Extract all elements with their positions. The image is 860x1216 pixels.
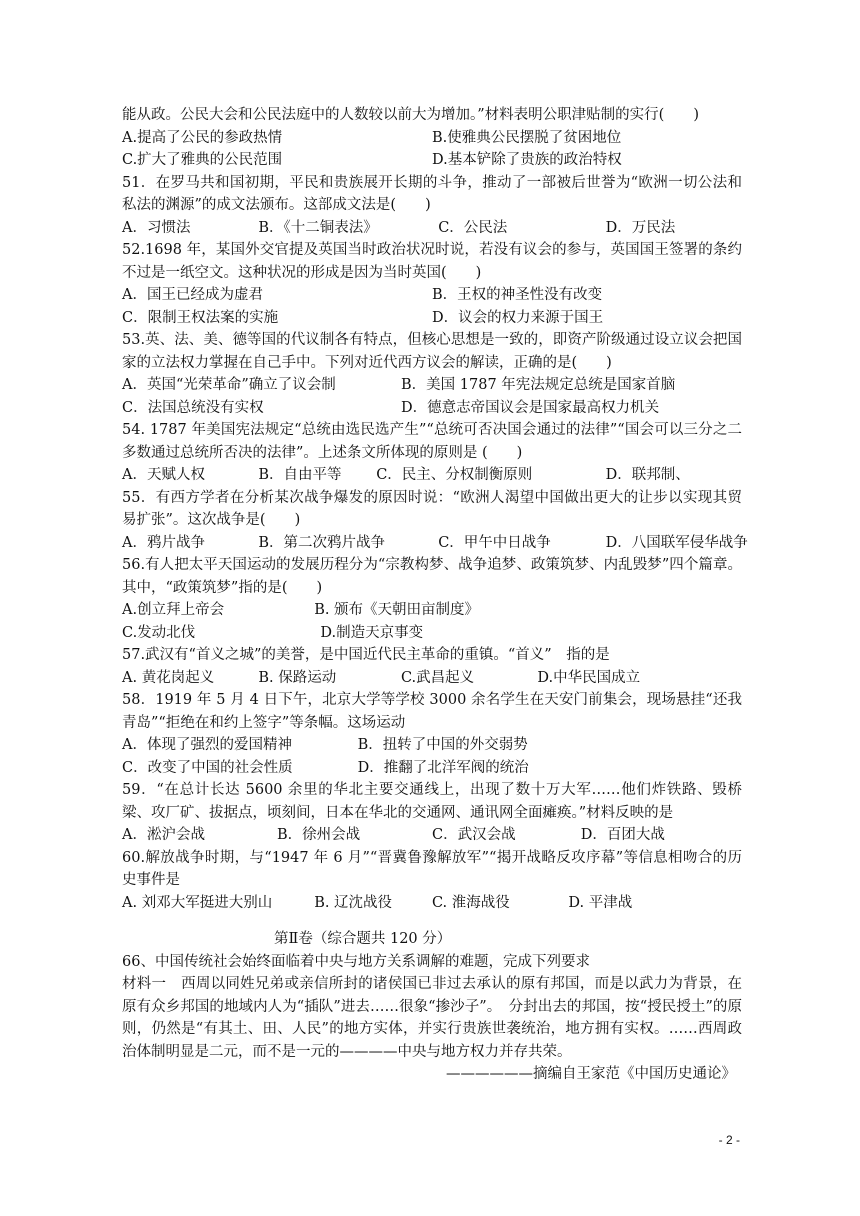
question-55-options [122,532,748,555]
question-56-stem: 56.有人把太平天国运动的发展历程分为“宗教构梦、战争追梦、政策筑梦、内乱毁梦”四个篇章。其中，“政策筑梦”指的是( ) [122,557,742,596]
option-a: A.创立拜上帝会 [122,602,225,618]
section-2-title: 第Ⅱ卷（综合题共 120 分） [274,931,452,947]
option-a: A．体现了强烈的爱国精神 [122,737,292,753]
question-53-options-row-1 [122,374,742,397]
question-53-stem: 53.英、法、美、德等国的代议制各有特点，但核心思想是一致的，即资产阶级通过设立议会把国家的立法权力掌握在自己手中。下列对近代西方议会的解读，正确的是( ) [122,332,742,371]
option-c: C．民主、分权制衡原则 [376,467,533,483]
question-52-options-row-2 [122,307,742,330]
option-d: D.中华民国成立 [537,669,641,686]
option-a: A．国王已经成为虚君 [122,287,263,303]
option-b: B. 辽沈战役 [314,894,393,911]
option-d: D．德意志帝国议会是国家最高权力机关 [401,399,660,416]
option-c: C．公民法 [438,219,508,236]
question-53-options-row-2 [122,397,742,420]
option-d: D．八国联军侵华战争 [605,534,748,551]
option-c: C．限制王权法案的实施 [122,309,279,326]
option-a: A．天赋人权 [122,467,205,483]
question-55-stem: 55．有西方学者在分析某次战争爆发的原因时说：“欧洲人渴望中国做出更大的让步以实现其贸易扩张”。这次战争是( ) [122,489,742,528]
question-50-continuation: 能从政。公民大会和公民法庭中的人数较以前大为增加。”材料表明公职津贴制的实行( ) [122,107,699,123]
question-59-stem: 59．“在总计长达 5600 余里的华北主要交通线上，出现了数十万大军……他们炸铁路、毁桥梁、攻厂矿、拔据点，顷刻间，日本在华北的交通网、通讯网全面瘫痪。”材料反映的是 [122,782,742,821]
question-66-stem: 66、中国传统社会始终面临着中央与地方关系调解的难题，完成下列要求 [122,953,590,970]
option-d: D.基本铲除了贵族的政治特权 [432,152,622,168]
question-51-options [122,217,742,240]
option-a: A.提高了公民的参政热情 [122,129,283,146]
question-56-options-row-1 [122,599,742,622]
option-b: B．《十二铜表法》 [258,219,378,236]
question-50-options-row-2 [122,149,742,172]
question-58-stem: 58．1919 年 5 月 4 日下午，北京大学等学校 3000 余名学生在天安门前集会，现场悬挂“还我青岛”“拒绝在和约上签字”等条幅。这场运动 [122,692,742,731]
question-60-stem: 60.解放战争时期，与“1947 年 6 月”“晋冀鲁豫解放军”“揭开战略反攻序幕”等信息相吻合的历史事件是 [122,849,742,888]
question-56-options-row-2 [122,622,742,645]
question-52-options-row-1 [122,284,742,307]
question-58-options-row-1 [122,734,742,757]
option-b: B. 保路运动 [258,669,337,686]
option-c: C．甲午中日战争 [438,534,551,551]
option-a: A．习惯法 [122,219,191,236]
question-57-stem: 57.武汉有“首义之城”的美誉，是中国近代民主革命的重镇。“首义” 指的是 [122,647,610,663]
option-c: C．改变了中国的社会性质 [122,759,293,776]
option-a: A．英国“光荣革命”确立了议会制 [122,377,336,393]
option-d: D.制造天京事变 [320,624,424,641]
question-58-options-row-2 [122,757,742,780]
option-d: D. 平津战 [568,894,633,911]
option-b: B．自由平等 [258,467,342,483]
option-c: C. 淮海战役 [431,894,510,911]
option-b: B．王权的神圣性没有改变 [432,287,603,303]
question-59-options [122,824,742,847]
option-d: D．推翻了北洋军阀的统治 [357,759,529,776]
option-a: A．淞沪会战 [122,827,205,843]
question-54-stem: 54. 1787 年美国宪法规定“总统由选民选产生”“总统可否决国会通过的法律”“国会可以三分之二多数通过总统所否决的法律”。上述条文所体现的原则是 ( ) [122,422,742,461]
option-b: B．美国 1787 年宪法规定总统是国家首脑 [401,377,676,393]
option-c: C．武汉会战 [432,827,516,843]
option-d: D．万民法 [605,219,676,236]
option-a: A. 刘邓大军挺进大别山 [122,894,273,911]
option-c: C.扩大了雅典的公民范围 [122,152,283,168]
option-b: B. 颁布《天朝田亩制度》 [314,602,480,618]
option-b: B．第二次鸦片战争 [258,534,386,551]
option-a: A．鸦片战争 [122,534,205,551]
option-b: B．徐州会战 [277,827,361,843]
option-d: D．联邦制、 [605,467,690,483]
option-d: D．百团大战 [580,827,665,843]
page-number: - 2 - [718,1133,740,1147]
option-c: C．法国总统没有实权 [122,399,264,416]
option-c: C.武昌起义 [400,669,475,686]
question-50-options-row-1 [122,127,742,150]
question-54-options [122,464,742,487]
option-c: C.发动北伐 [122,624,196,641]
option-b: B.使雅典公民摆脱了贫困地位 [432,129,622,146]
question-57-options [122,667,742,690]
option-d: D．议会的权力来源于国王 [432,309,604,326]
material-source: ——————摘编自王家范《中国历史通论》 [446,1066,736,1082]
option-b: B．扭转了中国的外交弱势 [357,737,528,753]
question-66-material-1: 材料一 西周以同姓兄弟或亲信所封的诸侯国已非过去承认的原有邦国，而是以武力为背景，在原有众乡邦国的地域内人为“插队”进去……很象“掺沙子”。 分封出去的邦国，按“授民授土”的原则，仍然是“有其土、田、人民”的地方实体，并实行贵族世袭统治，地方拥有实权。……西周政治体制明显是二元，而不是一元的————中央与地方权力并存共荣。 [122,976,742,1060]
question-51-stem: 51．在罗马共和国初期，平民和贵族展开长期的斗争，推动了一部被后世誉为“欧洲一切公法和私法的渊源”的成文法颁布。这部成文法是( ) [122,174,742,213]
page-content [122,104,748,1086]
option-a: A. 黄花岗起义 [122,669,215,686]
question-60-options [122,892,742,915]
question-52-stem: 52.1698 年，某国外交官提及英国当时政治状况时说，若没有议会的参与，英国国王签署的条约不过是一纸空文。这种状况的形成是因为当时英国( ) [122,242,742,281]
